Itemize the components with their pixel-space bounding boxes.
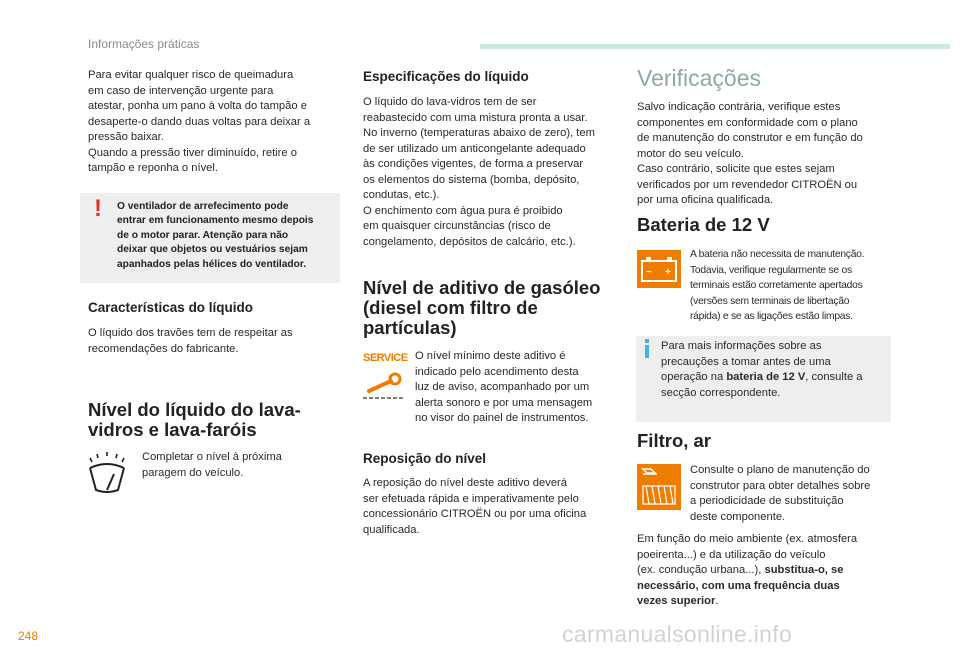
checks-heading: Verificações <box>637 65 762 91</box>
air-filter-icon <box>637 464 681 510</box>
svg-text:+: + <box>665 267 671 278</box>
info-text: Para mais informações sobre as precauções a tomar antes de uma operação na bateria de 12 V, consulte a secção correspondente. <box>661 340 863 399</box>
additive-reset-text: A reposição do nível deste aditivo deverá ser efetuada rápida e imperativamente pelo concessionário CITROËN ou por uma oficina qualificada. <box>363 477 587 536</box>
washer-fluid-icon <box>86 450 128 494</box>
watermark-text: carmanualsonline.info <box>562 621 793 647</box>
washer-fluid-text: Completar o nível à próxima paragem do veículo. <box>142 451 282 479</box>
battery-heading: Bateria de 12 V <box>637 214 770 235</box>
service-wrench-icon: SERVICE <box>363 352 407 402</box>
page-number: 248 <box>18 629 39 643</box>
brake-fluid-text: O líquido dos travões tem de respeitar as recomendações do fabricante. <box>88 327 293 355</box>
fluid-spec-heading: Especificações do líquido <box>363 69 529 84</box>
svg-text:−: − <box>646 267 652 278</box>
air-filter-environment-text: Em função do meio ambiente (ex. atmosfera poeirenta...) e da utilização do veículo (ex. condução urbana...), substitua-o, se necessário, com uma frequência duas vezes superior. <box>637 533 858 607</box>
fluid-spec-text: O líquido do lava-vidros tem de ser reabastecido com uma mistura pronta a usar. No inverno (temperaturas abaixo de zero), tem de ser utilizado um anticongelante adequado às condições vigentes, de forma a preservar os elementos do sistema (bomba, depósito, condutas, etc.). O enchimento com água pura é proibido em quaisquer circunstâncias (risco de congelamento, depósitos de calcário, etc.). <box>363 96 595 248</box>
air-filter-heading: Filtro, ar <box>637 430 712 451</box>
section-header-title: Informações práticas <box>88 37 200 51</box>
battery-text: A bateria não necessita de manutenção. Todavia, verifique regularmente se os terminais estão corretamente apertados (versões sem terminais de libertação rápida) e se as ligações estão limpas. <box>690 249 865 322</box>
air-filter-text: Consulte o plano de manutenção do construtor para obter detalhes sobre a periodicidade de substituição deste componente. <box>690 464 871 523</box>
diesel-additive-heading: Nível de aditivo de gasóleo (diesel com filtro de partículas) <box>363 277 601 338</box>
battery-icon <box>637 250 681 288</box>
checks-text: Salvo indicação contrária, verifique estes componentes em conformidade com o plano de manutenção do construtor e em função do motor do seu veículo. Caso contrário, solicite que estes sejam verificados por um revendedor CITROËN ou por uma oficina qualificada. <box>637 101 863 206</box>
coolant-intro-text: Para evitar qualquer risco de queimadura em caso de intervenção urgente para atestar, ponha um pano à volta do tampão e desaperte-o dando duas voltas para deixar a pressão baixar. Quando a pressão tiver diminuído, retire o tampão e reponha o nível. <box>88 69 311 174</box>
diesel-additive-text: O nível mínimo deste aditivo é indicado pelo acendimento desta luz de aviso, acompanhado por um alerta sonoro e por uma mensagem no visor do painel de instrumentos. <box>415 350 593 424</box>
brake-fluid-heading: Características do líquido <box>88 300 254 315</box>
additive-reset-heading: Reposição do nível <box>363 451 487 466</box>
info-icon <box>645 339 649 357</box>
warning-text: O ventilador de arrefecimento pode entrar em funcionamento mesmo depois de o motor parar. Atenção para não deixar que objetos ou vestuários sejam apanhados pelas hélices do ventilador. <box>117 201 314 270</box>
section-header-bar <box>480 44 950 49</box>
warning-exclamation-icon: ! <box>94 195 102 222</box>
washer-fluid-heading: Nível do líquido do lava- vidros e lava-faróis <box>88 399 301 440</box>
